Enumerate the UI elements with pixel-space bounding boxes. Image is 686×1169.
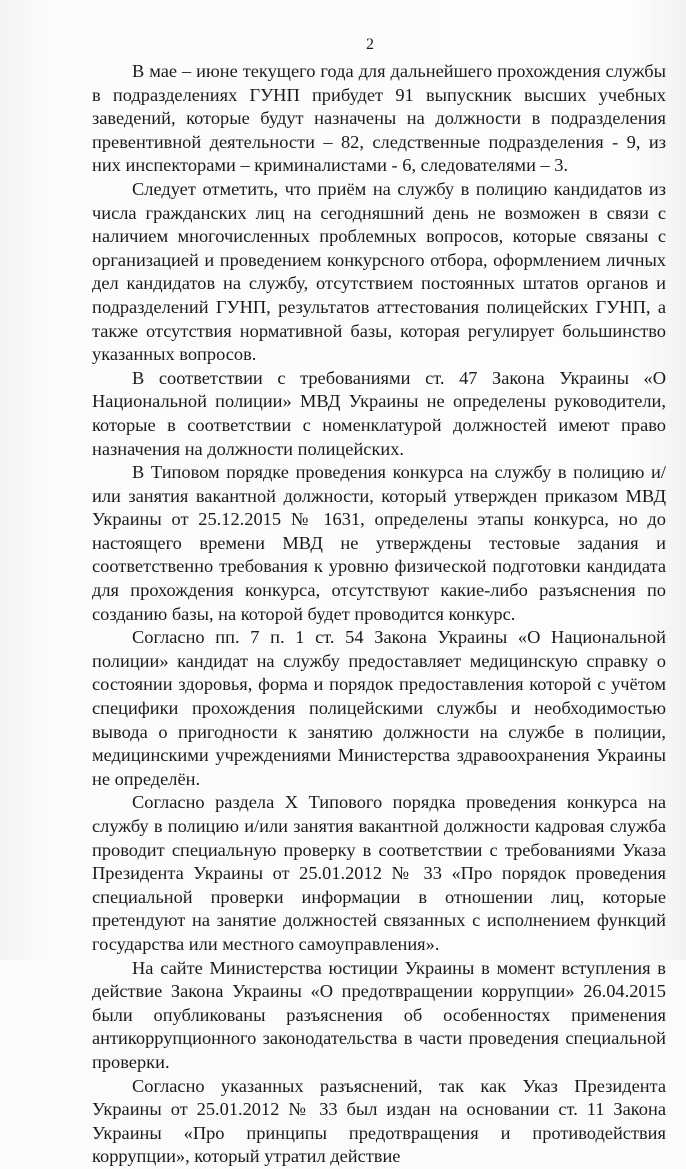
paragraph-competition-procedure: В Типовом порядке проведения конкурса на службу в полицию и/или занятия вакантной должности, который утвержден приказом МВД Украины от 25.12.2015 № 1631, определены этапы конкурса, но до настоящего времени МВД не утверждены тестовые задания и соответственно требования к уровню физической подготовки кандидата для прохождения конкурса, отсутствуют какие-либо разъяснения по созданию базы, на которой будет проводится конкурс. [92,462,666,624]
paragraph-recruitment-issues: Следует отметить, что приём на службу в полицию кандидатов из числа гражданских лиц на сегодняшний день не возможен в связи с наличием многочисленных проблемных вопросов, которые связаны с организацией и проведением конкурсного отбора, оформлением личных дел кандидатов на службу, отсутствием постоянных штатов органов и подразделений ГУНП, результатов аттестования полицейских ГУНП, а также отсутствия нормативной базы, которая регулирует большинство указанных вопросов. [92,178,666,365]
paragraph-medical-certificate: Согласно пп. 7 п. 1 ст. 54 Закона Украины «О Национальной полиции» кандидат на службу предоставляет медицинскую справку о состоянии здоровья, форма и порядок предоставления которой с учётом специфики прохождения полицейскими службы и необходимостью вывода о пригодности к занятию должности на службе в полиции, медицинскими учреждениями Министерства здравоохранения Украины не определён. [92,627,666,789]
paragraph-ministry-justice: На сайте Министерства юстиции Украины в момент вступления в действие Закона Украины «О предотвращении коррупции» 26.04.2015 были опубликованы разъяснения об особенностях применения антикоррупционного законодательства в части проведения специальной проверки. [92,957,666,1072]
page-number: 2 [366,36,374,53]
paragraph-explanations: Согласно указанных разъяснений, так как Указ Президента Украины от 25.01.2012 № 33 был издан на основании ст. 11 Закона Украины «Про принципы предотвращения и противодействия коррупции», который утратил действие [92,1075,666,1167]
paragraph-article-47: В соответствии с требованиями ст. 47 Закона Украины «О Национальной полиции» МВД Украины не определены руководители, которые в соответствии с номенклатурой должностей имеют право назначения на должности полицейских. [92,367,666,459]
paragraph-graduates: В мае – июне текущего года для дальнейшего прохождения службы в подразделениях ГУНП прибудет 91 выпускник высших учебных заведений, которые будут назначены на должности в подразделения превентивной деятельности – 82, следственные подразделения - 9, из них инспекторами – криминалистами - 6, следователями – 3. [92,61,666,176]
paragraph-special-check: Согласно раздела Х Типового порядка проведения конкурса на службу в полицию и/или занятия вакантной должности кадровая служба проводит специальную проверку в соответствии с требованиями Указа Президента Украины от 25.01.2012 № 33 «Про порядок проведения специальной проверки информации в отношении лиц, которые претендуют на занятие должностей связанных с исполнением функций государства или местного самоуправления». [92,792,666,954]
document-body [92,60,666,1169]
